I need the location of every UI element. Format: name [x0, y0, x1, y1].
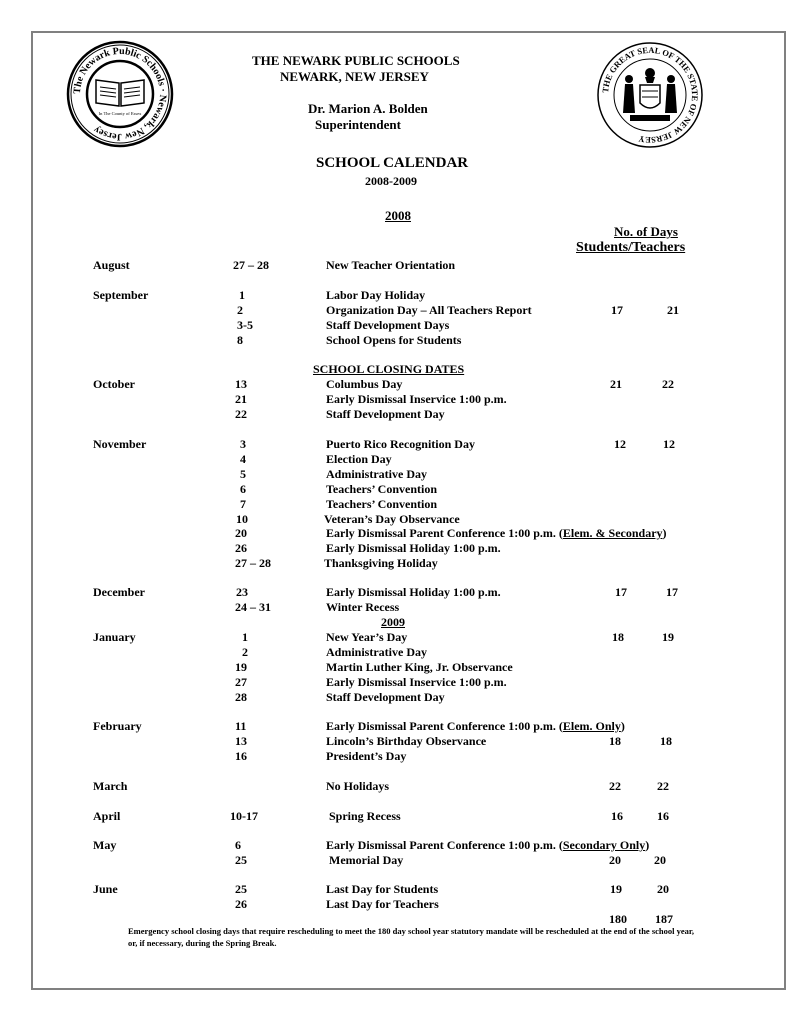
days-subheader: Students/Teachers [576, 240, 686, 255]
date-cell: 25 [235, 853, 247, 867]
event-cell: Last Day for Teachers [326, 897, 439, 911]
month-label: September [93, 288, 149, 302]
date-cell: 2 [237, 303, 243, 317]
event-note: Elem. & Secondary [562, 526, 663, 540]
event-note-close: ) [620, 719, 625, 733]
date-cell: 2 [242, 645, 248, 659]
teacher-days: 18 [660, 734, 672, 748]
district-location: NEWARK, NEW JERSEY [280, 69, 429, 84]
date-cell: 11 [235, 719, 247, 733]
event-cell: Staff Development Day [326, 690, 445, 704]
event-cell: Last Day for Students [326, 882, 439, 896]
event-cell: Teachers’ Convention [326, 497, 437, 511]
student-days: 19 [610, 882, 622, 896]
teacher-days: 17 [666, 585, 678, 599]
event-cell: Staff Development Days [326, 318, 450, 332]
event-cell: Martin Luther King, Jr. Observance [326, 660, 513, 674]
event-cell: Columbus Day [326, 377, 403, 391]
teacher-days: 16 [657, 809, 669, 823]
month-label: February [93, 719, 142, 733]
event-text: Early Dismissal Parent Conference 1:00 p.m. ( [326, 526, 563, 540]
date-cell: 3 [240, 437, 246, 451]
date-cell: 23 [236, 585, 248, 599]
total-teacher-days: 187 [655, 912, 673, 926]
event-cell: Teachers’ Convention [326, 482, 437, 496]
event-cell: Veteran’s Day Observance [324, 512, 460, 526]
date-cell: 5 [240, 467, 246, 481]
date-cell: 10 [236, 512, 248, 526]
date-cell: 6 [240, 482, 246, 496]
student-days: 17 [615, 585, 627, 599]
state-of-new-jersey-seal [596, 41, 704, 149]
teacher-days: 20 [654, 853, 666, 867]
event-cell: Thanksgiving Holiday [324, 556, 438, 570]
event-cell [326, 838, 649, 853]
date-cell: 8 [237, 333, 243, 347]
month-label: August [93, 258, 130, 272]
event-note: Elem. Only [562, 719, 621, 733]
event-cell: Administrative Day [326, 645, 427, 659]
date-cell: 26 [235, 541, 247, 555]
date-cell: 24 – 31 [235, 600, 271, 614]
date-cell: 4 [240, 452, 246, 466]
date-cell: 13 [235, 377, 247, 391]
month-label: March [93, 779, 128, 793]
days-header: No. of Days [614, 224, 678, 239]
state-seal-icon [623, 68, 677, 121]
event-cell: Staff Development Day [326, 407, 445, 421]
student-days: 18 [609, 734, 621, 748]
date-cell: 26 [235, 897, 247, 911]
date-cell: 10-17 [230, 809, 258, 823]
year-heading-2009: 2009 [381, 615, 405, 629]
event-cell: Winter Recess [326, 600, 400, 614]
teacher-days: 22 [662, 377, 674, 391]
month-label: December [93, 585, 145, 599]
event-cell [326, 526, 667, 541]
month-label: January [93, 630, 136, 644]
date-cell: 1 [239, 288, 245, 302]
date-cell: 13 [235, 734, 247, 748]
event-cell: Administrative Day [326, 467, 427, 481]
teacher-days: 22 [657, 779, 669, 793]
event-cell: New Teacher Orientation [326, 258, 456, 272]
event-cell: Labor Day Holiday [326, 288, 426, 302]
total-student-days: 180 [609, 912, 627, 926]
event-text: Early Dismissal Parent Conference 1:00 p.m. ( [326, 719, 563, 733]
month-label: November [93, 437, 147, 451]
event-cell: Early Dismissal Inservice 1:00 p.m. [326, 392, 507, 406]
event-cell: Puerto Rico Recognition Day [326, 437, 475, 451]
month-label: June [93, 882, 118, 896]
teacher-days: 19 [662, 630, 674, 644]
event-note-close: ) [662, 526, 667, 540]
event-text: Early Dismissal Parent Conference 1:00 p.m. ( [326, 838, 563, 852]
calendar-title: SCHOOL CALENDAR [316, 155, 469, 171]
date-cell: 27 [235, 675, 247, 689]
date-cell: 21 [235, 392, 247, 406]
left-seal-inner-text: In The County of Essex [98, 111, 142, 116]
date-cell: 20 [235, 526, 247, 540]
event-cell: No Holidays [326, 779, 390, 793]
teacher-days: 12 [663, 437, 675, 451]
closing-dates-heading: SCHOOL CLOSING DATES [313, 362, 465, 376]
event-cell: Organization Day – All Teachers Report [326, 303, 532, 317]
student-days: 17 [611, 303, 623, 317]
date-cell: 16 [235, 749, 247, 763]
district-name: THE NEWARK PUBLIC SCHOOLS [252, 53, 460, 68]
month-label: April [93, 809, 121, 823]
open-book-icon [96, 80, 144, 106]
event-cell: Early Dismissal Holiday 1:00 p.m. [326, 585, 501, 599]
date-cell: 22 [235, 407, 247, 421]
teacher-days: 20 [657, 882, 669, 896]
event-cell [326, 719, 625, 734]
event-note-close: ) [645, 838, 650, 852]
newark-public-schools-seal [66, 40, 174, 148]
student-days: 21 [610, 377, 622, 391]
superintendent-name: Dr. Marion A. Bolden [308, 101, 428, 116]
date-cell: 27 – 28 [233, 258, 269, 272]
student-days: 16 [611, 809, 623, 823]
month-label: October [93, 377, 135, 391]
event-note: Secondary Only [562, 838, 646, 852]
event-cell: Election Day [326, 452, 392, 466]
date-cell: 6 [235, 838, 241, 852]
event-cell: Spring Recess [329, 809, 401, 823]
student-days: 18 [612, 630, 624, 644]
event-cell: Lincoln’s Birthday Observance [326, 734, 487, 748]
date-cell: 27 – 28 [235, 556, 271, 570]
left-seal-ring-text: The Newark Public Schools · Newark, New Jersey [71, 45, 169, 143]
month-label: May [93, 838, 117, 852]
year-heading-2008: 2008 [385, 208, 411, 223]
student-days: 20 [609, 853, 621, 867]
date-cell: 3-5 [237, 318, 253, 332]
right-seal-ring-text: THE GREAT SEAL OF THE STATE OF NEW JERSEY [600, 44, 701, 146]
event-cell: Memorial Day [329, 853, 404, 867]
event-cell: School Opens for Students [326, 333, 462, 347]
student-days: 12 [614, 437, 626, 451]
date-cell: 19 [235, 660, 247, 674]
teacher-days: 21 [667, 303, 679, 317]
footnote: Emergency school closing days that require rescheduling to meet the 180 day school year statutory mandate will be rescheduled at the end of the school year, or, if necessary, during the Spring Break. [128, 926, 695, 948]
date-cell: 28 [235, 690, 247, 704]
date-cell: 25 [235, 882, 247, 896]
school-year: 2008-2009 [365, 174, 417, 188]
event-cell: President’s Day [326, 749, 407, 763]
event-cell: Early Dismissal Holiday 1:00 p.m. [326, 541, 501, 555]
student-days: 22 [609, 779, 621, 793]
date-cell: 7 [240, 497, 246, 511]
superintendent-title: Superintendent [315, 117, 401, 132]
event-cell: Early Dismissal Inservice 1:00 p.m. [326, 675, 507, 689]
date-cell: 1 [242, 630, 248, 644]
event-cell: New Year’s Day [326, 630, 408, 644]
